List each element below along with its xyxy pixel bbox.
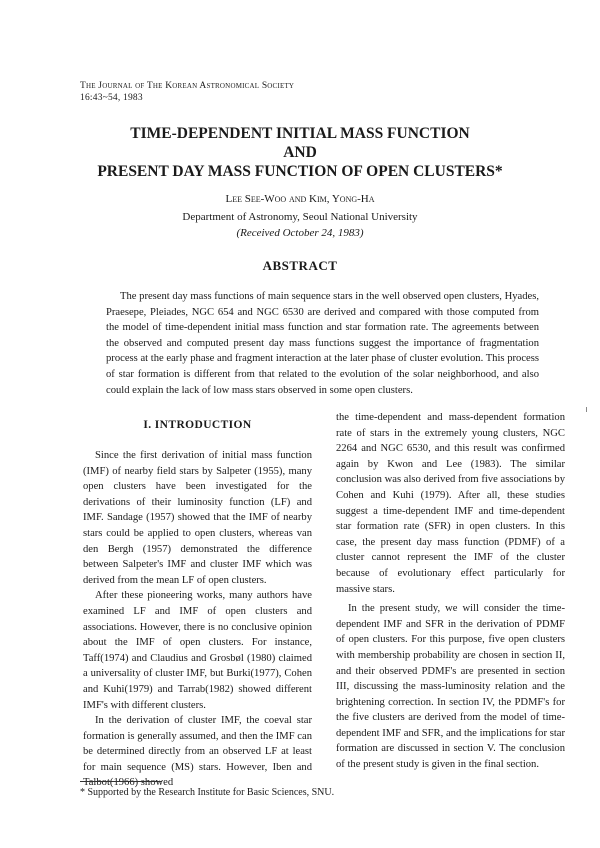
left-column xyxy=(83,412,312,791)
intro-paragraph-1: Since the first derivation of initial mass function (IMF) of nearby field stars by Salpeter (1955), many open clusters have been investigated for the derivations of their luminosity function (LF) and IMF. Sandage (1957) showed that the IMF of nearby stars could be applied to open clusters, whereas van den Bergh (1957) demonstrated the difference between Salpeter's IMF and cluster IMF which was derived from the mean LF of open clusters. xyxy=(83,450,312,586)
margin-mark xyxy=(586,407,587,412)
title-line-3: PRESENT DAY MASS FUNCTION OF OPEN CLUSTERS* xyxy=(97,163,503,180)
intro-paragraph-3: In the derivation of cluster IMF, the coeval star formation is generally assumed, and then the IMF can be determined directly from an observed LF at least for main sequence (MS) stars. However, Iben and Talbot(1966) showed xyxy=(83,715,312,789)
abstract-heading: ABSTRACT xyxy=(262,258,338,273)
paper-title xyxy=(60,124,540,181)
abstract-text: The present day mass functions of main sequence stars in the well observed open clusters, Hyades, Praesepe, Pleiades, NGC 654 and NGC 6530 are derived and compared with those computed from the model of time-dependent initial mass function and star formation rate. The agreements between the observed and computed present day mass functions suggest the importance of fragmentation process at the early phase and fragment interaction at the later phase of cluster evolution. This process of star formation is different from that related to the evolution of the solar neighborhood, and also could explain the lack of low mass stars observed in some open clusters. xyxy=(106,291,539,396)
intro-paragraph-2: After these pioneering works, many authors have examined LF and IMF of open clusters and associations. However, there is no conclusive opinion about the IMF of open clusters. For instance, Taff(1974) and Claudius and Grosbøl (1980) claimed a universality of cluster IMF, but Burki(1977), Cohen and Kuhi(1979) and Tarrab(1982) showed different IMF's with different clusters. xyxy=(83,590,312,711)
title-line-1: TIME-DEPENDENT INITIAL MASS FUNCTION xyxy=(130,125,470,142)
journal-header xyxy=(80,80,294,104)
right-paragraph-2: In the present study, we will consider the time-dependent IMF and SFR in the derivation of PDMF of open clusters. For this purpose, five open clusters with membership probability are chosen in section II, and their observed PDMF's are presented in section III, discussing the mass-luminosity relation and the brightening correction. In section IV, the PDMF's for the five clusters are derived from the model of time-dependent IMF and SFR, and the implications for star formation are discussed in section V. The conclusion of the present study is given in the final section. xyxy=(336,603,565,771)
received-date: (Received October 24, 1983) xyxy=(236,227,364,239)
affiliation: Department of Astronomy, Seoul National University xyxy=(182,211,418,223)
footnote: * Supported by the Research Institute for Basic Sciences, SNU. xyxy=(80,787,335,798)
right-paragraph-1: the time-dependent and mass-dependent formation rate of stars in the extremely young clusters, NGC 2264 and NGC 6530, and this result was confirmed again by Kwon and Lee (1983). The similar conclusion was also derived from five associations by Cohen and Kuhi (1979). After all, these studies suggest a time-dependent IMF and time-dependent star formation rate (SFR) in open clusters. In this case, the present day mass function (PDMF) of a cluster cannot represent the IMF of the cluster because of evolutionary effect particularly for massive stars. xyxy=(336,412,565,595)
footnote-rule xyxy=(80,781,162,782)
title-line-2: AND xyxy=(283,144,317,161)
journal-citation: 16:43~54, 1983 xyxy=(80,93,143,103)
section-heading-introduction: I. INTRODUCTION xyxy=(143,419,252,431)
authors: Lee See-Woo and Kim, Yong-Ha xyxy=(225,193,375,205)
right-column xyxy=(336,410,565,773)
journal-name: The Journal of The Korean Astronomical Society xyxy=(80,81,295,91)
author-line xyxy=(60,192,540,206)
